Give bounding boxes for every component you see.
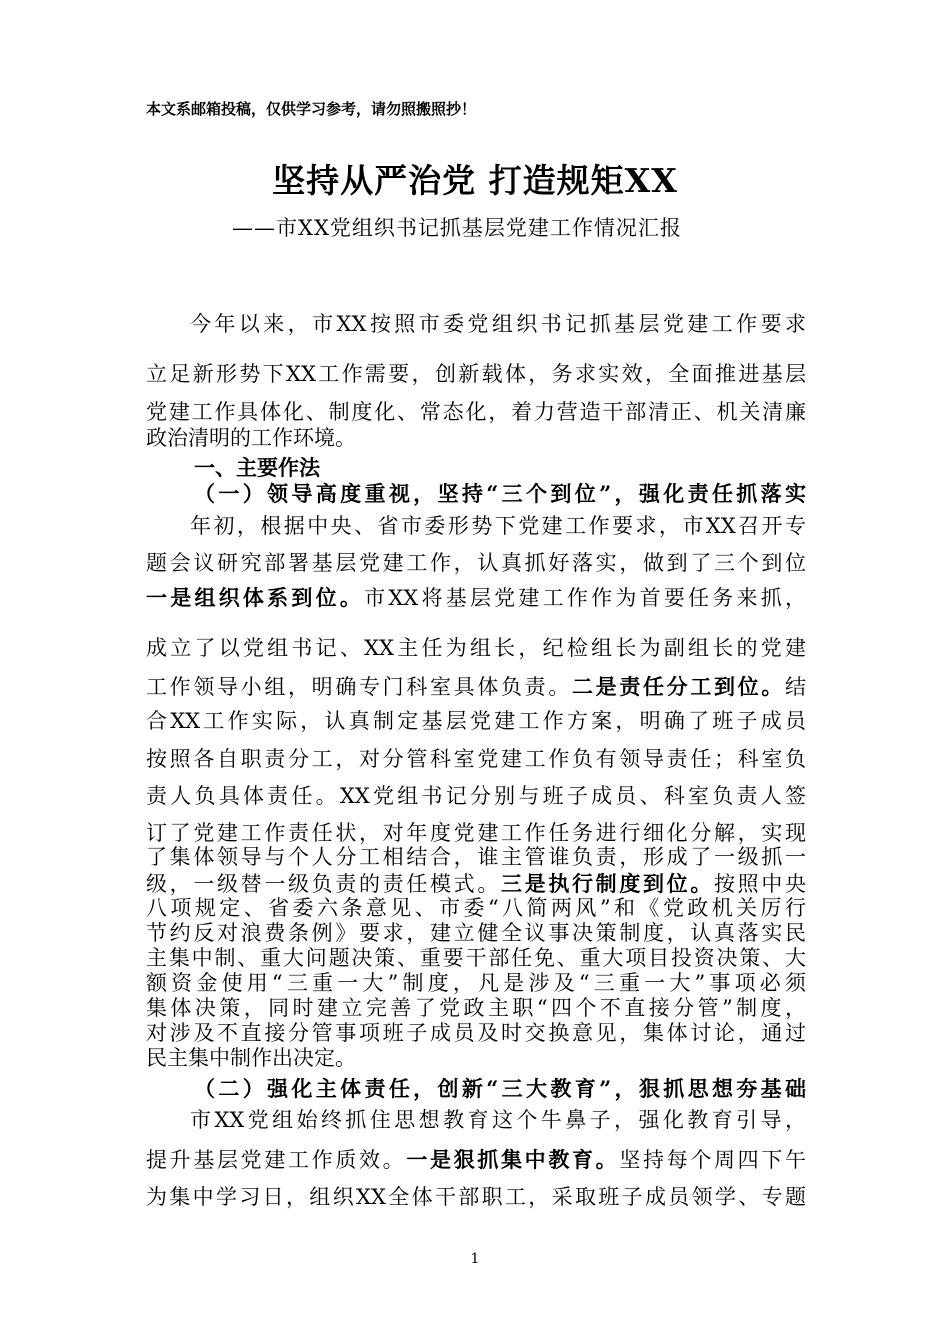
- text-run: 集体决策，同时建立完善了党政主职“四个不直接分管”制度，: [146, 996, 806, 1020]
- subsection-heading-1: （一）领导高度重视，坚持“三个到位”，强化责任抓落实: [194, 481, 806, 506]
- text-run: 为集中学习日，组织XX全体干部职工，采取班子成员领学、专题: [146, 1185, 806, 1209]
- text-run: 对涉及不直接分管事项班子成员及时交换意见，集体讨论，通过: [146, 1021, 806, 1045]
- text-run: 额资金使用“三重一大”制度，凡是涉及“三重一大”事项必须: [146, 971, 806, 995]
- text-run: 市XX党组始终抓住思想教育这个牛鼻子，强化教育引导，: [190, 1108, 806, 1132]
- text-run: 按照各自职责分工，对分管科室党建工作负有领导责任；科室负: [146, 747, 806, 771]
- text-run: 级，一级替一级负责的责任模式。: [146, 872, 501, 896]
- subsection-heading-2: （二）强化主体责任，创新“三大教育”，狠抓思想夯基础: [194, 1076, 806, 1101]
- paragraph-line: [146, 948, 806, 969]
- intro-line: 政治清明的工作环境。: [146, 426, 356, 450]
- bold-lead: 一是狠抓集中教育。: [406, 1147, 620, 1172]
- text-run: 结: [785, 675, 806, 699]
- text-run: 责人负具体责任。XX党组书记分别与班子成员、科室负责人签: [146, 784, 806, 808]
- intro-line: 今年以来，市XX按照市委党组织书记抓基层党建工作要求: [190, 312, 806, 336]
- intro-line: 立足新形势下XX工作需要，创新载体，务求实效，全面推进基层: [146, 362, 806, 386]
- paragraph-line: [190, 1110, 806, 1131]
- paragraph-line: [146, 786, 806, 807]
- paragraph-line: [146, 676, 806, 698]
- paragraph-line: [146, 587, 806, 609]
- text-run: 按照中央: [714, 872, 806, 896]
- text-run: 合XX工作实际，认真制定基层党建工作方案，明确了班子成员: [146, 709, 806, 733]
- text-run: 订了党建工作责任状，对年度党建工作任务进行细化分解，实现: [146, 821, 806, 845]
- document-title: 坚持从严治党 打造规矩XX: [272, 161, 678, 200]
- paragraph-line: [146, 1048, 806, 1069]
- page-number: 1: [470, 1251, 480, 1267]
- text-run: 成立了以党组书记、XX主任为组长，纪检组长为副组长的党建: [146, 636, 806, 660]
- text-run: 民主集中制作出决定。: [146, 1046, 356, 1070]
- paragraph-line: [146, 898, 806, 919]
- paragraph-line: [146, 1149, 806, 1171]
- text-run: 提升基层党建工作质效。: [146, 1148, 407, 1172]
- text-run: 了集体领导与个人分工相结合，谁主管谁负责，形成了一级抓一: [146, 845, 806, 869]
- text-run: 工作领导小组，明确专门科室具体负责。: [146, 675, 572, 699]
- text-run: 坚持每个周四下午: [619, 1148, 807, 1172]
- paragraph-line: [146, 749, 806, 770]
- paragraph-line: [146, 823, 806, 844]
- paragraph-line: [146, 1023, 806, 1044]
- text-run: 市XX将基层党建工作作为首要任务来抓，: [364, 586, 806, 610]
- bold-lead: 三是执行制度到位。: [501, 871, 714, 896]
- paragraph-line: [146, 1187, 806, 1208]
- document-subtitle: ——市XX党组织书记抓基层党建工作情况汇报: [232, 216, 682, 240]
- paragraph-line: [146, 873, 806, 895]
- text-run: 节约反对浪费条例》要求，建立健全议事决策制度，认真落实民: [146, 921, 806, 945]
- paragraph-line: [146, 998, 806, 1019]
- paragraph-line: [146, 711, 806, 732]
- intro-line: 党建工作具体化、制度化、常态化，着力营造干部清正、机关清廉: [146, 400, 806, 424]
- text-run: 主集中制、重大问题决策、重要干部任免、重大项目投资决策、大: [146, 946, 806, 970]
- paragraph-line: [146, 553, 806, 574]
- section-heading: 一、主要作法: [194, 455, 320, 480]
- paragraph-line: [190, 516, 806, 537]
- text-run: 年初，根据中央、省市委形势下党建工作要求，市XX召开专: [190, 514, 806, 538]
- text-run: 题会议研究部署基层党建工作，认真抓好落实，做到了三个到位: [146, 551, 806, 575]
- paragraph-line: [146, 638, 806, 659]
- bold-lead: 一是组织体系到位。: [146, 585, 365, 610]
- paragraph-line: [146, 847, 806, 868]
- bold-lead: 二是责任分工到位。: [572, 674, 785, 699]
- text-run: 八项规定、省委六条意见、市委“八简两风”和《党政机关厉行: [146, 896, 806, 920]
- paragraph-line: [146, 973, 806, 994]
- copyright-notice: 本文系邮箱投稿，仅供学习参考，请勿照搬照抄！: [146, 100, 477, 118]
- paragraph-line: [146, 923, 806, 944]
